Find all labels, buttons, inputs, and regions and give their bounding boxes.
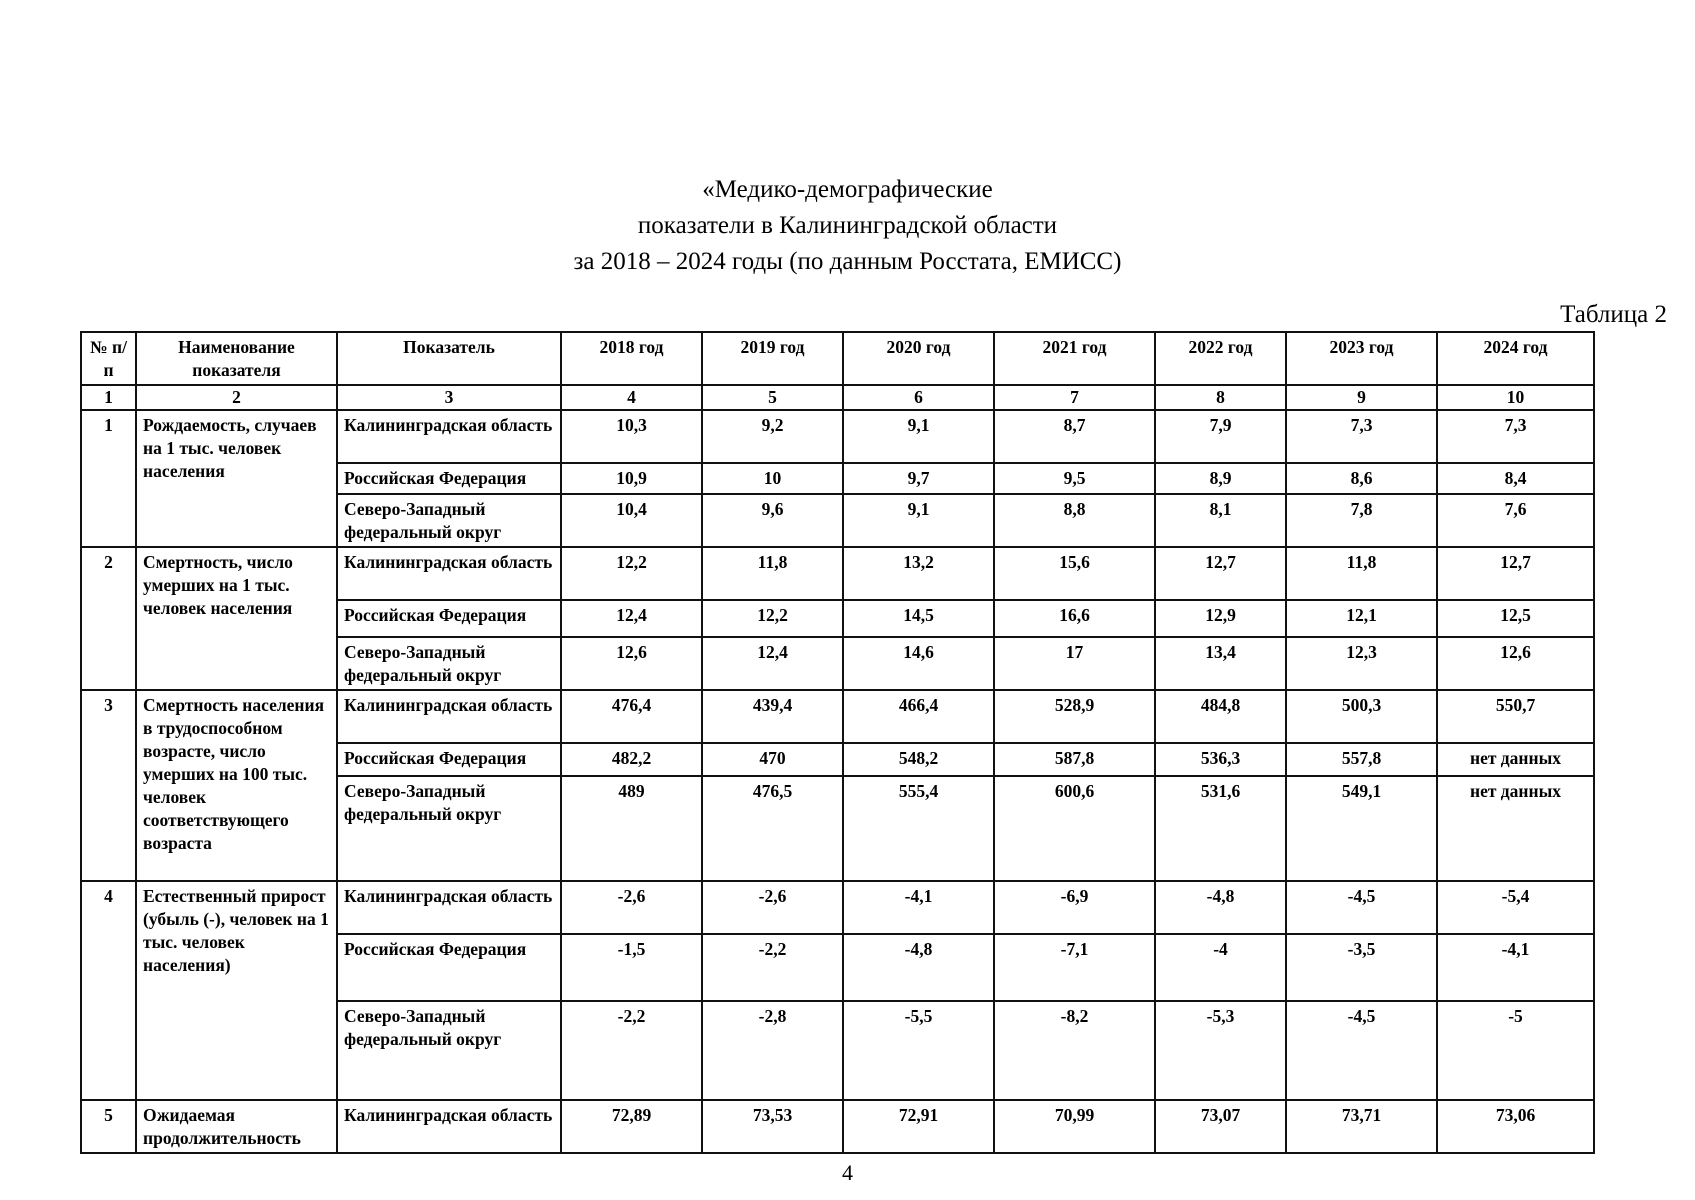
value-cell: 15,6	[994, 547, 1155, 600]
value-cell: 548,2	[843, 743, 994, 776]
value-cell: 555,4	[843, 776, 994, 881]
value-cell: -2,2	[702, 934, 843, 1001]
value-cell: 9,1	[843, 410, 994, 463]
column-number: 7	[994, 385, 1155, 410]
value-cell: 8,8	[994, 494, 1155, 547]
value-cell: 7,6	[1437, 494, 1594, 547]
territory-cell: Северо-Западный федеральный округ	[337, 1001, 561, 1100]
column-number: 10	[1437, 385, 1594, 410]
territory-cell: Калининградская область	[337, 690, 561, 743]
indicators-table	[80, 331, 1595, 1154]
value-cell: -4	[1155, 934, 1286, 1001]
page-number: 4	[842, 1160, 853, 1185]
value-cell: 531,6	[1155, 776, 1286, 881]
value-cell: 600,6	[994, 776, 1155, 881]
value-cell: 8,6	[1286, 463, 1437, 494]
value-cell: 72,91	[843, 1100, 994, 1153]
value-cell: 12,4	[702, 637, 843, 690]
value-cell: 12,7	[1437, 547, 1594, 600]
value-cell: -4,5	[1286, 881, 1437, 934]
title-line-2: показатели в Калининградской области	[637, 212, 1058, 239]
value-cell: -4,8	[843, 934, 994, 1001]
value-cell: 550,7	[1437, 690, 1594, 743]
value-cell: 12,6	[561, 637, 702, 690]
row-number-cell: 5	[81, 1100, 136, 1153]
value-cell: 12,4	[561, 600, 702, 637]
value-cell: -4,5	[1286, 1001, 1437, 1100]
value-cell: -4,1	[843, 881, 994, 934]
value-cell: 7,3	[1286, 410, 1437, 463]
territory-cell: Северо-Западный федеральный округ	[337, 494, 561, 547]
value-cell: 470	[702, 743, 843, 776]
table-row	[81, 881, 1594, 934]
value-cell: нет данных	[1437, 776, 1594, 881]
header-cell: 2022 год	[1155, 332, 1286, 385]
territory-cell: Северо-Западный федеральный округ	[337, 776, 561, 881]
value-cell: -5,4	[1437, 881, 1594, 934]
column-number: 9	[1286, 385, 1437, 410]
territory-cell: Российская Федерация	[337, 934, 561, 1001]
value-cell: 10,4	[561, 494, 702, 547]
header-cell: 2023 год	[1286, 332, 1437, 385]
indicator-name-cell: Естественный прирост (убыль (-), человек на 1 тыс. человек населения)	[136, 881, 337, 1100]
column-number: 4	[561, 385, 702, 410]
value-cell: 73,06	[1437, 1100, 1594, 1153]
value-cell: 7,3	[1437, 410, 1594, 463]
value-cell: 73,53	[702, 1100, 843, 1153]
value-cell: 10,9	[561, 463, 702, 494]
territory-cell: Российская Федерация	[337, 600, 561, 637]
value-cell: 12,7	[1155, 547, 1286, 600]
indicator-name-cell: Ожидаемая продолжительность	[136, 1100, 337, 1153]
value-cell: 8,7	[994, 410, 1155, 463]
value-cell: -4,1	[1437, 934, 1594, 1001]
column-number: 5	[702, 385, 843, 410]
value-cell: 16,6	[994, 600, 1155, 637]
value-cell: 8,4	[1437, 463, 1594, 494]
value-cell: 12,6	[1437, 637, 1594, 690]
value-cell: 587,8	[994, 743, 1155, 776]
title-line-3: за 2018 – 2024 годы (по данным Росстата, ЕМИСС)	[573, 248, 1122, 275]
value-cell: 484,8	[1155, 690, 1286, 743]
value-cell: -5,3	[1155, 1001, 1286, 1100]
header-cell: 2018 год	[561, 332, 702, 385]
value-cell: 466,4	[843, 690, 994, 743]
column-number: 2	[136, 385, 337, 410]
value-cell: -8,2	[994, 1001, 1155, 1100]
value-cell: 12,2	[702, 600, 843, 637]
territory-cell: Калининградская область	[337, 881, 561, 934]
value-cell: 489	[561, 776, 702, 881]
value-cell: 14,6	[843, 637, 994, 690]
header-cell: 2024 год	[1437, 332, 1594, 385]
value-cell: -4,8	[1155, 881, 1286, 934]
value-cell: -2,6	[702, 881, 843, 934]
value-cell: 9,7	[843, 463, 994, 494]
value-cell: 9,1	[843, 494, 994, 547]
value-cell: 7,9	[1155, 410, 1286, 463]
value-cell: 500,3	[1286, 690, 1437, 743]
value-cell: 8,9	[1155, 463, 1286, 494]
column-number: 6	[843, 385, 994, 410]
value-cell: 9,5	[994, 463, 1155, 494]
territory-cell: Калининградская область	[337, 547, 561, 600]
territory-cell: Российская Федерация	[337, 463, 561, 494]
indicator-name-cell: Смертность населения в трудоспособном возрасте, число умерших на 100 тыс. человек соответствующего возраста	[136, 690, 337, 881]
value-cell: -1,5	[561, 934, 702, 1001]
value-cell: 70,99	[994, 1100, 1155, 1153]
table-row	[81, 547, 1594, 600]
value-cell: нет данных	[1437, 743, 1594, 776]
value-cell: 12,1	[1286, 600, 1437, 637]
value-cell: -2,8	[702, 1001, 843, 1100]
header-cell: 2021 год	[994, 332, 1155, 385]
territory-cell: Калининградская область	[337, 1100, 561, 1153]
indicator-name-cell: Смертность, число умерших на 1 тыс. человек населения	[136, 547, 337, 690]
value-cell: 11,8	[702, 547, 843, 600]
column-number: 3	[337, 385, 561, 410]
value-cell: 17	[994, 637, 1155, 690]
value-cell: 476,4	[561, 690, 702, 743]
value-cell: 549,1	[1286, 776, 1437, 881]
header-cell: Показатель	[337, 332, 561, 385]
value-cell: -2,2	[561, 1001, 702, 1100]
value-cell: 7,8	[1286, 494, 1437, 547]
table-label: Таблица 2	[1560, 301, 1667, 328]
value-cell: -6,9	[994, 881, 1155, 934]
row-number-cell: 2	[81, 547, 136, 690]
row-number-cell: 4	[81, 881, 136, 1100]
value-cell: 13,4	[1155, 637, 1286, 690]
value-cell: 11,8	[1286, 547, 1437, 600]
value-cell: 72,89	[561, 1100, 702, 1153]
value-cell: 12,9	[1155, 600, 1286, 637]
value-cell: 13,2	[843, 547, 994, 600]
value-cell: -2,6	[561, 881, 702, 934]
header-cell: 2019 год	[702, 332, 843, 385]
territory-cell: Российская Федерация	[337, 743, 561, 776]
value-cell: 73,71	[1286, 1100, 1437, 1153]
title-line-1: «Медико-демографические	[702, 176, 993, 203]
column-number-row	[81, 385, 1594, 410]
value-cell: 10,3	[561, 410, 702, 463]
value-cell: 536,3	[1155, 743, 1286, 776]
value-cell: 10	[702, 463, 843, 494]
table-row	[81, 410, 1594, 463]
document-title	[0, 172, 1695, 280]
indicator-name-cell: Рождаемость, случаев на 1 тыс. человек населения	[136, 410, 337, 547]
value-cell: 12,3	[1286, 637, 1437, 690]
territory-cell: Калининградская область	[337, 410, 561, 463]
value-cell: 476,5	[702, 776, 843, 881]
table-row	[81, 1100, 1594, 1153]
value-cell: 12,5	[1437, 600, 1594, 637]
table-body	[81, 410, 1594, 1153]
value-cell: 9,2	[702, 410, 843, 463]
value-cell: 557,8	[1286, 743, 1437, 776]
table-row	[81, 690, 1594, 743]
territory-cell: Северо-Западный федеральный округ	[337, 637, 561, 690]
row-number-cell: 1	[81, 410, 136, 547]
row-number-cell: 3	[81, 690, 136, 881]
column-number: 8	[1155, 385, 1286, 410]
value-cell: 439,4	[702, 690, 843, 743]
value-cell: -7,1	[994, 934, 1155, 1001]
column-number: 1	[81, 385, 136, 410]
header-cell: № п/п	[81, 332, 136, 385]
value-cell: 528,9	[994, 690, 1155, 743]
value-cell: 8,1	[1155, 494, 1286, 547]
value-cell: -5	[1437, 1001, 1594, 1100]
header-cell: 2020 год	[843, 332, 994, 385]
table-header-row	[81, 332, 1594, 385]
value-cell: 73,07	[1155, 1100, 1286, 1153]
value-cell: 9,6	[702, 494, 843, 547]
value-cell: -3,5	[1286, 934, 1437, 1001]
value-cell: 14,5	[843, 600, 994, 637]
header-cell: Наименование показателя	[136, 332, 337, 385]
value-cell: 12,2	[561, 547, 702, 600]
value-cell: -5,5	[843, 1001, 994, 1100]
value-cell: 482,2	[561, 743, 702, 776]
